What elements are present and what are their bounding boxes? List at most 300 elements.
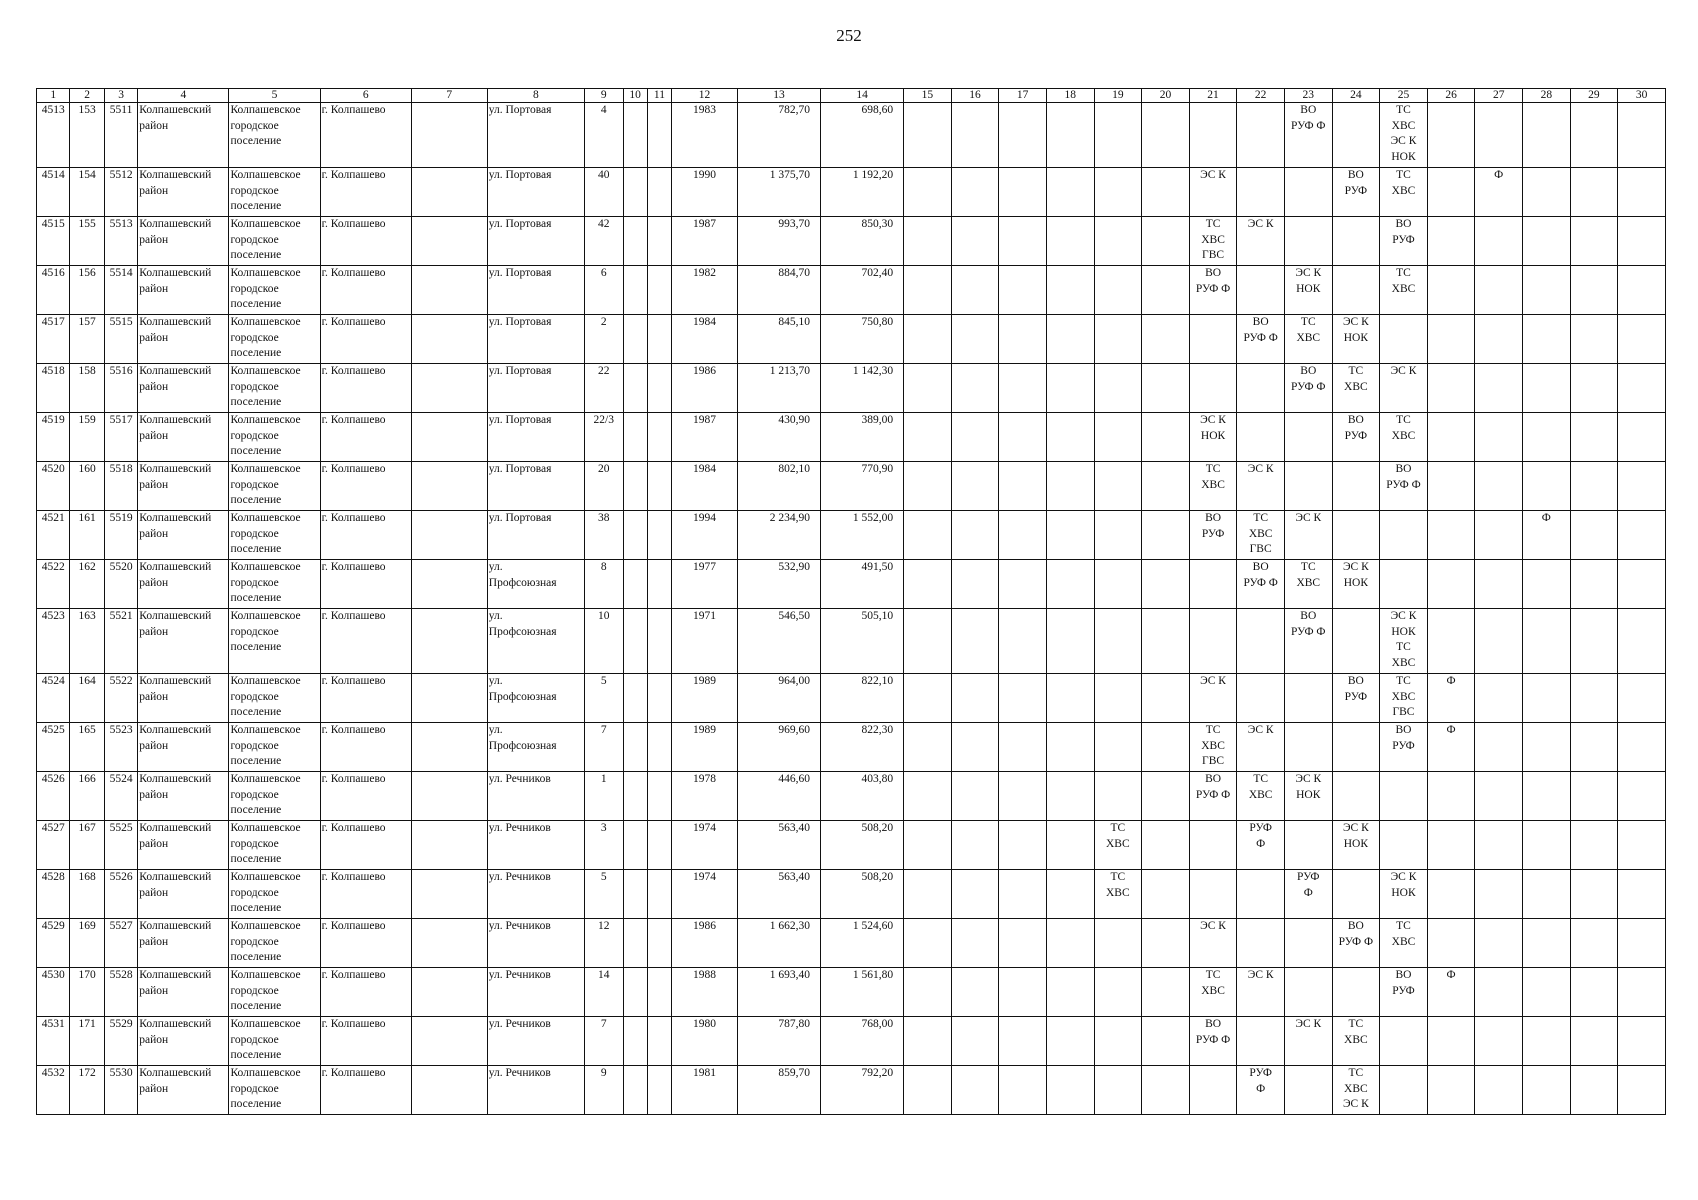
cell-col-11	[647, 511, 671, 560]
cell-col-5: Колпашевское городское поселение	[229, 1066, 320, 1115]
cell-col-22	[1237, 103, 1285, 168]
cell-col-1: 4521	[37, 511, 70, 560]
cell-col-5: Колпашевское городское поселение	[229, 772, 320, 821]
cell-col-6: г. Колпашево	[320, 462, 411, 511]
cell-col-16	[951, 266, 999, 315]
cell-col-4: Колпашевский район	[138, 723, 229, 772]
cell-col-8: ул. Портовая	[487, 103, 584, 168]
cell-col-29	[1570, 1017, 1618, 1066]
cell-col-3: 5524	[104, 772, 137, 821]
cell-col-28	[1523, 217, 1571, 266]
cell-col-19: ТС ХВС	[1094, 821, 1142, 870]
cell-col-13: 1 375,70	[737, 168, 820, 217]
cell-col-6: г. Колпашево	[320, 870, 411, 919]
cell-col-18	[1046, 103, 1094, 168]
cell-col-25: ТС ХВС	[1380, 919, 1428, 968]
cell-col-22	[1237, 674, 1285, 723]
cell-col-12: 1983	[672, 103, 738, 168]
cell-col-29	[1570, 266, 1618, 315]
cell-col-28	[1523, 103, 1571, 168]
cell-col-1: 4513	[37, 103, 70, 168]
cell-col-29	[1570, 103, 1618, 168]
cell-col-13: 782,70	[737, 103, 820, 168]
cell-col-19	[1094, 364, 1142, 413]
cell-col-11	[647, 723, 671, 772]
cell-col-24	[1332, 870, 1380, 919]
cell-col-24: ТС ХВС	[1332, 364, 1380, 413]
cell-col-2: 160	[70, 462, 104, 511]
table-row	[37, 674, 1666, 723]
cell-col-24	[1332, 772, 1380, 821]
cell-col-30	[1618, 413, 1666, 462]
cell-col-3: 5518	[104, 462, 137, 511]
cell-col-28	[1523, 560, 1571, 609]
cell-col-4: Колпашевский район	[138, 217, 229, 266]
column-header-2: 2	[70, 89, 104, 103]
cell-col-28	[1523, 772, 1571, 821]
cell-col-16	[951, 217, 999, 266]
cell-col-25	[1380, 1017, 1428, 1066]
cell-col-26	[1427, 821, 1475, 870]
table-row	[37, 103, 1666, 168]
cell-col-1: 4516	[37, 266, 70, 315]
cell-col-24	[1332, 609, 1380, 674]
cell-col-19	[1094, 266, 1142, 315]
cell-col-9: 22/3	[585, 413, 623, 462]
cell-col-25: ТС ХВС ГВС	[1380, 674, 1428, 723]
cell-col-12: 1974	[672, 821, 738, 870]
cell-col-26	[1427, 609, 1475, 674]
cell-col-25: ЭС К НОК ТС ХВС	[1380, 609, 1428, 674]
cell-col-29	[1570, 511, 1618, 560]
cell-col-13: 802,10	[737, 462, 820, 511]
cell-col-19	[1094, 772, 1142, 821]
cell-col-21	[1189, 1066, 1237, 1115]
cell-col-10	[623, 968, 647, 1017]
cell-col-27	[1475, 217, 1523, 266]
cell-col-28	[1523, 609, 1571, 674]
column-header-7: 7	[411, 89, 487, 103]
cell-col-18	[1046, 560, 1094, 609]
cell-col-14: 508,20	[821, 821, 904, 870]
cell-col-21	[1189, 609, 1237, 674]
cell-col-9: 8	[585, 560, 623, 609]
cell-col-17	[999, 168, 1047, 217]
cell-col-7	[411, 511, 487, 560]
cell-col-1: 4514	[37, 168, 70, 217]
cell-col-19: ТС ХВС	[1094, 870, 1142, 919]
cell-col-21: ВО РУФ Ф	[1189, 1017, 1237, 1066]
cell-col-24	[1332, 462, 1380, 511]
cell-col-25: ТС ХВС	[1380, 266, 1428, 315]
cell-col-3: 5515	[104, 315, 137, 364]
cell-col-9: 7	[585, 723, 623, 772]
cell-col-15	[904, 103, 952, 168]
table-row	[37, 168, 1666, 217]
cell-col-13: 1 662,30	[737, 919, 820, 968]
cell-col-8: ул. Речников	[487, 1017, 584, 1066]
cell-col-16	[951, 772, 999, 821]
cell-col-15	[904, 168, 952, 217]
cell-col-4: Колпашевский район	[138, 364, 229, 413]
cell-col-25: ВО РУФ Ф	[1380, 462, 1428, 511]
cell-col-19	[1094, 511, 1142, 560]
cell-col-28	[1523, 413, 1571, 462]
cell-col-15	[904, 674, 952, 723]
cell-col-25	[1380, 560, 1428, 609]
cell-col-18	[1046, 511, 1094, 560]
cell-col-9: 42	[585, 217, 623, 266]
cell-col-19	[1094, 1066, 1142, 1115]
cell-col-8: ул. Портовая	[487, 364, 584, 413]
cell-col-27	[1475, 674, 1523, 723]
cell-col-13: 546,50	[737, 609, 820, 674]
cell-col-8: ул. Речников	[487, 968, 584, 1017]
cell-col-7	[411, 168, 487, 217]
cell-col-19	[1094, 103, 1142, 168]
cell-col-15	[904, 968, 952, 1017]
cell-col-18	[1046, 723, 1094, 772]
cell-col-29	[1570, 674, 1618, 723]
cell-col-21	[1189, 364, 1237, 413]
cell-col-5: Колпашевское городское поселение	[229, 168, 320, 217]
cell-col-12: 1986	[672, 919, 738, 968]
cell-col-19	[1094, 674, 1142, 723]
cell-col-6: г. Колпашево	[320, 103, 411, 168]
cell-col-23	[1284, 168, 1332, 217]
cell-col-24: ЭС К НОК	[1332, 560, 1380, 609]
cell-col-28	[1523, 821, 1571, 870]
cell-col-19	[1094, 1017, 1142, 1066]
cell-col-27	[1475, 266, 1523, 315]
cell-col-22: ЭС К	[1237, 217, 1285, 266]
cell-col-24	[1332, 103, 1380, 168]
cell-col-20	[1142, 168, 1190, 217]
cell-col-23	[1284, 217, 1332, 266]
cell-col-2: 164	[70, 674, 104, 723]
cell-col-9: 4	[585, 103, 623, 168]
cell-col-10	[623, 462, 647, 511]
cell-col-20	[1142, 462, 1190, 511]
cell-col-25: ЭС К НОК	[1380, 870, 1428, 919]
cell-col-26	[1427, 870, 1475, 919]
cell-col-14: 1 552,00	[821, 511, 904, 560]
cell-col-6: г. Колпашево	[320, 919, 411, 968]
cell-col-14: 822,10	[821, 674, 904, 723]
cell-col-19	[1094, 413, 1142, 462]
cell-col-3: 5512	[104, 168, 137, 217]
cell-col-30	[1618, 511, 1666, 560]
cell-col-7	[411, 462, 487, 511]
cell-col-4: Колпашевский район	[138, 772, 229, 821]
cell-col-20	[1142, 315, 1190, 364]
cell-col-8: ул. Портовая	[487, 315, 584, 364]
cell-col-23	[1284, 723, 1332, 772]
cell-col-28	[1523, 266, 1571, 315]
cell-col-24	[1332, 968, 1380, 1017]
cell-col-22: ЭС К	[1237, 723, 1285, 772]
cell-col-29	[1570, 364, 1618, 413]
cell-col-14: 491,50	[821, 560, 904, 609]
cell-col-2: 166	[70, 772, 104, 821]
cell-col-16	[951, 560, 999, 609]
cell-col-7	[411, 560, 487, 609]
cell-col-10	[623, 919, 647, 968]
cell-col-5: Колпашевское городское поселение	[229, 217, 320, 266]
cell-col-20	[1142, 919, 1190, 968]
cell-col-22	[1237, 870, 1285, 919]
cell-col-26: Ф	[1427, 674, 1475, 723]
cell-col-5: Колпашевское городское поселение	[229, 968, 320, 1017]
cell-col-3: 5527	[104, 919, 137, 968]
cell-col-4: Колпашевский район	[138, 315, 229, 364]
cell-col-12: 1974	[672, 870, 738, 919]
cell-col-15	[904, 560, 952, 609]
cell-col-6: г. Колпашево	[320, 217, 411, 266]
cell-col-30	[1618, 674, 1666, 723]
cell-col-8: ул. Портовая	[487, 511, 584, 560]
cell-col-25	[1380, 821, 1428, 870]
cell-col-28	[1523, 723, 1571, 772]
cell-col-25	[1380, 772, 1428, 821]
cell-col-17	[999, 560, 1047, 609]
cell-col-26	[1427, 1066, 1475, 1115]
cell-col-2: 157	[70, 315, 104, 364]
column-header-10: 10	[623, 89, 647, 103]
column-header-14: 14	[821, 89, 904, 103]
cell-col-30	[1618, 1017, 1666, 1066]
cell-col-7	[411, 1066, 487, 1115]
cell-col-14: 1 142,30	[821, 364, 904, 413]
table-row	[37, 870, 1666, 919]
cell-col-16	[951, 103, 999, 168]
cell-col-22	[1237, 168, 1285, 217]
cell-col-14: 698,60	[821, 103, 904, 168]
cell-col-19	[1094, 723, 1142, 772]
cell-col-13: 884,70	[737, 266, 820, 315]
cell-col-25: ТС ХВС	[1380, 413, 1428, 462]
cell-col-30	[1618, 266, 1666, 315]
cell-col-11	[647, 315, 671, 364]
table-row	[37, 266, 1666, 315]
cell-col-29	[1570, 870, 1618, 919]
cell-col-2: 170	[70, 968, 104, 1017]
cell-col-26	[1427, 413, 1475, 462]
table-row	[37, 1017, 1666, 1066]
cell-col-18	[1046, 364, 1094, 413]
cell-col-29	[1570, 413, 1618, 462]
cell-col-7	[411, 772, 487, 821]
cell-col-14: 389,00	[821, 413, 904, 462]
cell-col-23: ВО РУФ Ф	[1284, 609, 1332, 674]
cell-col-15	[904, 217, 952, 266]
cell-col-10	[623, 870, 647, 919]
cell-col-15	[904, 364, 952, 413]
table-row	[37, 315, 1666, 364]
cell-col-6: г. Колпашево	[320, 511, 411, 560]
cell-col-1: 4522	[37, 560, 70, 609]
table-row	[37, 772, 1666, 821]
cell-col-30	[1618, 870, 1666, 919]
cell-col-21: ТС ХВС	[1189, 462, 1237, 511]
cell-col-8: ул. Речников	[487, 919, 584, 968]
cell-col-7	[411, 1017, 487, 1066]
cell-col-23	[1284, 674, 1332, 723]
cell-col-20	[1142, 1066, 1190, 1115]
cell-col-15	[904, 1066, 952, 1115]
cell-col-3: 5522	[104, 674, 137, 723]
cell-col-30	[1618, 560, 1666, 609]
cell-col-12: 1980	[672, 1017, 738, 1066]
cell-col-15	[904, 919, 952, 968]
cell-col-18	[1046, 266, 1094, 315]
cell-col-30	[1618, 168, 1666, 217]
cell-col-10	[623, 364, 647, 413]
cell-col-29	[1570, 609, 1618, 674]
cell-col-12: 1989	[672, 674, 738, 723]
cell-col-16	[951, 1066, 999, 1115]
cell-col-13: 787,80	[737, 1017, 820, 1066]
cell-col-14: 792,20	[821, 1066, 904, 1115]
cell-col-14: 403,80	[821, 772, 904, 821]
cell-col-5: Колпашевское городское поселение	[229, 821, 320, 870]
cell-col-11	[647, 168, 671, 217]
cell-col-4: Колпашевский район	[138, 821, 229, 870]
cell-col-5: Колпашевское городское поселение	[229, 462, 320, 511]
cell-col-11	[647, 462, 671, 511]
cell-col-10	[623, 821, 647, 870]
cell-col-19	[1094, 609, 1142, 674]
cell-col-7	[411, 364, 487, 413]
cell-col-10	[623, 168, 647, 217]
cell-col-20	[1142, 968, 1190, 1017]
cell-col-30	[1618, 315, 1666, 364]
column-header-23: 23	[1284, 89, 1332, 103]
cell-col-23	[1284, 462, 1332, 511]
cell-col-15	[904, 413, 952, 462]
cell-col-25	[1380, 1066, 1428, 1115]
cell-col-26: Ф	[1427, 723, 1475, 772]
cell-col-28	[1523, 1066, 1571, 1115]
cell-col-27	[1475, 413, 1523, 462]
cell-col-22	[1237, 1017, 1285, 1066]
cell-col-23	[1284, 821, 1332, 870]
cell-col-21: ЭС К	[1189, 919, 1237, 968]
cell-col-11	[647, 413, 671, 462]
cell-col-17	[999, 103, 1047, 168]
cell-col-10	[623, 723, 647, 772]
cell-col-5: Колпашевское городское поселение	[229, 674, 320, 723]
cell-col-3: 5514	[104, 266, 137, 315]
cell-col-22: ТС ХВС	[1237, 772, 1285, 821]
cell-col-6: г. Колпашево	[320, 315, 411, 364]
cell-col-22: РУФ Ф	[1237, 1066, 1285, 1115]
cell-col-24: ТС ХВС	[1332, 1017, 1380, 1066]
cell-col-16	[951, 821, 999, 870]
cell-col-19	[1094, 919, 1142, 968]
cell-col-10	[623, 674, 647, 723]
cell-col-20	[1142, 870, 1190, 919]
cell-col-28	[1523, 1017, 1571, 1066]
cell-col-18	[1046, 870, 1094, 919]
cell-col-16	[951, 511, 999, 560]
cell-col-26	[1427, 919, 1475, 968]
cell-col-9: 10	[585, 609, 623, 674]
column-header-9: 9	[585, 89, 623, 103]
cell-col-8: ул. Речников	[487, 870, 584, 919]
table-row	[37, 1066, 1666, 1115]
cell-col-16	[951, 462, 999, 511]
column-header-6: 6	[320, 89, 411, 103]
cell-col-1: 4530	[37, 968, 70, 1017]
cell-col-24: ТС ХВС ЭС К	[1332, 1066, 1380, 1115]
cell-col-18	[1046, 217, 1094, 266]
cell-col-17	[999, 1017, 1047, 1066]
cell-col-17	[999, 266, 1047, 315]
cell-col-20	[1142, 511, 1190, 560]
cell-col-27: Ф	[1475, 168, 1523, 217]
cell-col-9: 22	[585, 364, 623, 413]
cell-col-26	[1427, 511, 1475, 560]
cell-col-17	[999, 462, 1047, 511]
cell-col-22	[1237, 266, 1285, 315]
column-header-25: 25	[1380, 89, 1428, 103]
cell-col-1: 4517	[37, 315, 70, 364]
cell-col-25: ВО РУФ	[1380, 968, 1428, 1017]
cell-col-28	[1523, 462, 1571, 511]
cell-col-27	[1475, 511, 1523, 560]
cell-col-1: 4520	[37, 462, 70, 511]
cell-col-24	[1332, 217, 1380, 266]
cell-col-9: 1	[585, 772, 623, 821]
cell-col-18	[1046, 1066, 1094, 1115]
cell-col-9: 38	[585, 511, 623, 560]
cell-col-2: 167	[70, 821, 104, 870]
table-row	[37, 364, 1666, 413]
cell-col-8: ул. Профсоюзная	[487, 723, 584, 772]
cell-col-3: 5516	[104, 364, 137, 413]
cell-col-23: ВО РУФ Ф	[1284, 364, 1332, 413]
cell-col-12: 1977	[672, 560, 738, 609]
cell-col-27	[1475, 1017, 1523, 1066]
cell-col-17	[999, 821, 1047, 870]
cell-col-18	[1046, 1017, 1094, 1066]
table-row	[37, 919, 1666, 968]
cell-col-3: 5523	[104, 723, 137, 772]
cell-col-27	[1475, 462, 1523, 511]
cell-col-6: г. Колпашево	[320, 168, 411, 217]
column-header-30: 30	[1618, 89, 1666, 103]
cell-col-4: Колпашевский район	[138, 266, 229, 315]
column-header-27: 27	[1475, 89, 1523, 103]
cell-col-26	[1427, 103, 1475, 168]
cell-col-4: Колпашевский район	[138, 462, 229, 511]
cell-col-16	[951, 413, 999, 462]
cell-col-7	[411, 870, 487, 919]
cell-col-3: 5521	[104, 609, 137, 674]
cell-col-28	[1523, 315, 1571, 364]
cell-col-2: 153	[70, 103, 104, 168]
cell-col-15	[904, 462, 952, 511]
cell-col-16	[951, 168, 999, 217]
cell-col-29	[1570, 560, 1618, 609]
cell-col-23: ЭС К	[1284, 1017, 1332, 1066]
cell-col-23	[1284, 968, 1332, 1017]
cell-col-7	[411, 919, 487, 968]
cell-col-8: ул. Портовая	[487, 462, 584, 511]
cell-col-15	[904, 772, 952, 821]
cell-col-14: 702,40	[821, 266, 904, 315]
